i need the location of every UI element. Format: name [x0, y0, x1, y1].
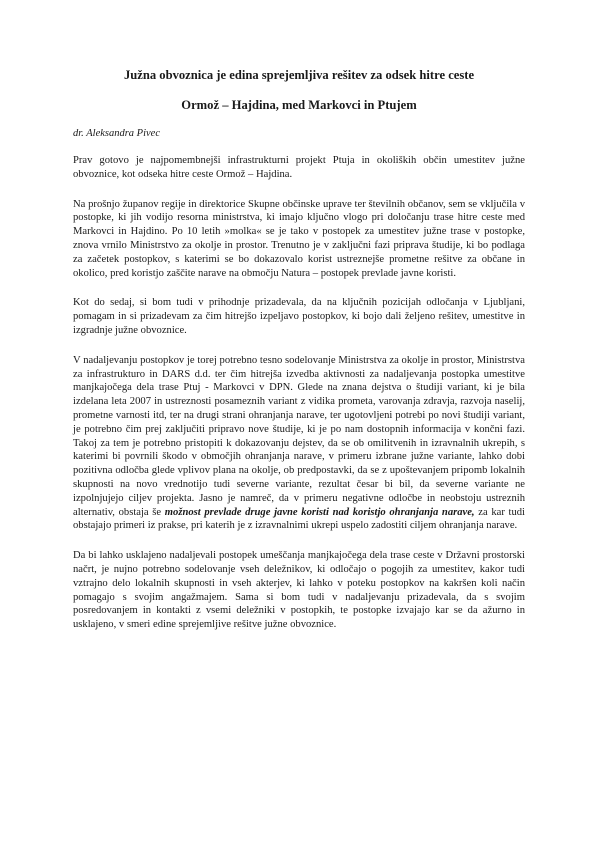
title-line-1: Južna obvoznica je edina sprejemljiva rešitev za odsek hitre ceste — [123, 68, 475, 82]
paragraph-4-text-start: V nadaljevanju postopkov je torej potrebno tesno sodelovanje Ministrstva za okolje in prostor, Ministrstva za infrastrukturo in DARS d.d. ter čim hitrejša izvedba aktivnosti za nadaljevanja postopka umestitve manjkajočega dela trase Ptuj - Markovci v DPN. Glede na znana dejstva o študiji variant, ki je bila izdelana leta 2007 in ustreznosti posameznih variant z vidika prometa, varovanja zdravja, razvoja naselij, prometne varnosti itd, ter na drugi strani ohranjanja narave, ter ugotovljeni potrebi po novi študiji variant, je potrebno čim prej zaključiti pripravo nove študije, ki je po nam dostopnih informacija v končni fazi. Takoj za tem je potrebno pristopiti k dokazovanju dejstev, da se ob omilitvenih in izravnalnih ukrepih, s katerimi bi povrnili škodo v območjih ohranjanja narave, v primeru izbrane južne variante, lahko dobi pozitivna odločba glede vplivov plana na okolje, ob predpostavki, da se z upoštevanjem pripomb lokalnih skupnosti na novo vrednotijo tudi severne variante, rezultat česar bi bil, da severne variante ne izpolnjujejo ciljev projekta. Jasno je namreč, da v primeru negativne odločbe in neobstoju ustreznih alternativ, obstaja še — [73, 354, 525, 518]
paragraph-3: Kot do sedaj, si bom tudi v prihodnje prizadevala, da na ključnih pozicijah odločanja v Ljubljani, pomagam in si prizadevam za čim hitrejšo izpeljavo postopkov, ki bojo dali željeno rešitev, umestitve in izgradnje južne obvoznice. — [73, 297, 525, 336]
paragraph-4-emphasis: možnost prevlade druge javne koristi nad koristjo ohranjanja narave, — [164, 506, 475, 518]
author-name: dr. Aleksandra Pivec — [73, 128, 160, 139]
paragraph-1: Prav gotovo je najpomembnejši infrastrukturni projekt Ptuja in okoliških občin umestitev južne obvoznice, kot odseka hitre ceste Ormož – Hajdina. — [73, 155, 525, 180]
title-line-2: Ormož – Hajdina, med Markovci in Ptujem — [181, 98, 417, 112]
paragraph-2: Na prošnjo županov regije in direktorice Skupne občinske uprave ter številnih občanov, sem se vključila v postopke, ki jih vodijo resorna ministrstva, ki imajo ključno vlogo pri določanju trase hitre ceste med Markovci in Hajdino. Po 10 letih »molka« se je tako v postopek za umestitev južne trase v postopke, znova vrnilo Ministrstvo za okolje in prostor. Trenutno je v zaključni fazi priprava študije, ki bo podlaga za začetek postopkov, s katerimi se bo dokazovalo korist ustreznejše prometne rešitve za občane in okolico, pred koristjo zaščite narave na območju Natura – postopek prevlade javne koristi. — [73, 198, 525, 279]
document-title — [73, 68, 525, 113]
paragraph-4 — [73, 354, 525, 533]
paragraph-4-text-end: za kar tudi obstajajo primeri iz prakse, pri katerih je z izravnalnimi ukrepi uspelo zadostiti ciljem ohranjanja narave. — [73, 506, 525, 532]
paragraph-5: Da bi lahko usklajeno nadaljevali postopek umeščanja manjkajočega dela trase ceste v Državni prostorski načrt, je nujno potrebno sodelovanje vseh deležnikov, ki odločajo o pogojih za umestitev, kakor tudi vztrajno delo lokalnih skupnosti in vseh akterjev, ki lahko v poteku postopkov na kakršen koli način pomagajo s svojim angažmajem. Sama si bom tudi v nadaljevanju prizadevala, da s svojim posredovanjem in kontakti z vsemi deležniki v postopkih, te postopke izvajajo kar se da ažurno in usklajeno, v smeri edine sprejemljive rešitve južne obvoznice. — [73, 550, 525, 631]
